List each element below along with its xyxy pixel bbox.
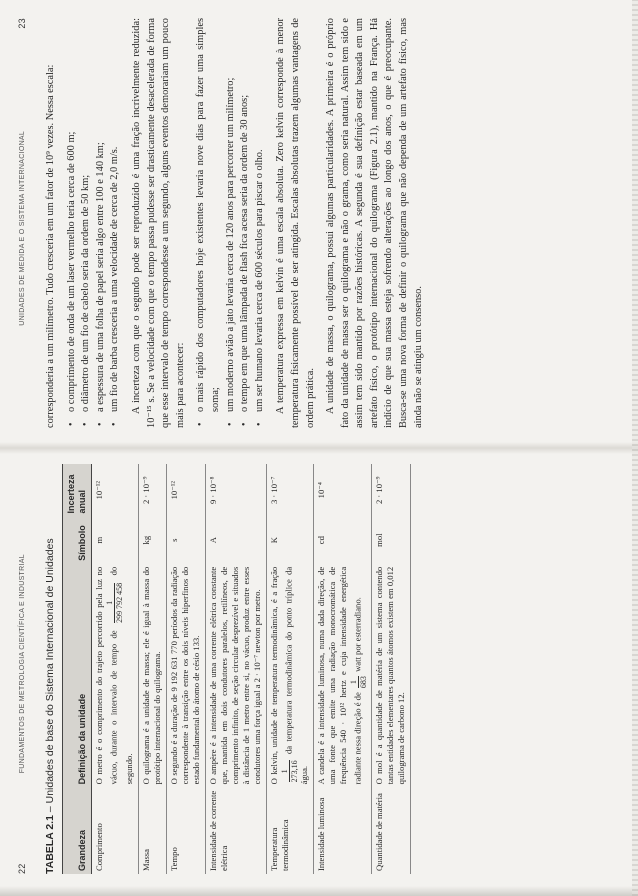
row-quantity: Intensidade luminosa — [314, 787, 372, 874]
row-quantity: Comprimento — [92, 787, 139, 874]
paragraph: A unidade de massa, o quilograma, possui algumas particularidades. A primeira é o próprio fato da unidade de massa ser o quilograma e não o grama, como seria natural. Assim tem sido e assim tem sido mantido por razões históricas. A segunda é sua definição estar baseada em um artefato físico, o protótipo internacional do quilograma (Figura 2.1), mantido na França. Há indício de que sua massa esteja sofrendo alterações ao longo dos anos, o que é preocupante. Busca-se uma nova forma de definir o quilograma que não dependa de um artefato físico, mas ainda não se atingiu um consenso. — [325, 18, 424, 428]
header-quantity: Grandeza — [63, 787, 92, 874]
definition-text: O kelvin, unidade de temperatura termodinâmica, é a fração — [269, 566, 279, 785]
left-running-head — [14, 464, 30, 874]
scale-list — [65, 18, 123, 428]
time-list — [194, 18, 267, 428]
definition-text-after: da temperatura termodinâmica do ponto tríplice da água. — [283, 566, 309, 785]
list-item: • a espessura de uma folha de papel seria algo entre 100 e 140 km; — [94, 142, 106, 426]
fraction — [349, 676, 368, 688]
list-item-text: a espessura de uma folha de papel seria algo entre 100 e 140 km; — [94, 142, 106, 412]
list-item-text: o comprimento de onda de um laser vermelho teria cerca de 600 m; — [65, 131, 77, 412]
list-item-text: um moderno avião a jato levaria cerca de 120 anos para percorrer um milímetro; — [224, 77, 236, 412]
row-quantity: Tempo — [167, 787, 206, 874]
row-quantity: Intensidade de corrente elétrica — [206, 787, 267, 874]
fraction — [280, 760, 299, 782]
row-definition — [267, 564, 314, 788]
left-running-title: FUNDAMENTOS DE METROLOGIA CIENTÍFICA E INDUSTRIAL — [18, 554, 26, 774]
row-definition: O ampère é a intensidade de uma corrente elétrica constante que, mantida em dois condutores paralelos, retilíneos, de comprimento infinito, de seção circular desprezível e situados à distância de 1 metro entre si, no vácuo, produz entre esses condutores uma força igual a 2 · 10⁻⁷ newton por metro. — [206, 564, 267, 788]
row-symbol: cd — [314, 516, 372, 563]
row-definition — [92, 564, 139, 788]
scan-edge-noise — [632, 0, 638, 896]
row-symbol: s — [167, 516, 206, 563]
table-row — [167, 464, 206, 874]
row-symbol: K — [267, 516, 314, 563]
right-page-number: 23 — [17, 18, 27, 29]
right-running-title: UNIDADES DE MEDIDA E O SISTEMA INTERNACIONAL — [18, 130, 26, 326]
definition-text: A candela é a intensidade luminosa, numa dada direção, de uma fonte que emite uma radiação monocromática de frequência 540 · 10¹² hertz e cuja intensidade energética radiante nessa direção é de — [316, 566, 363, 785]
row-uncertainty: 2 · 10⁻⁹ — [372, 464, 411, 516]
row-quantity: Temperatura termodinâmica — [267, 787, 314, 874]
paragraph: A incerteza com que o segundo pode ser reproduzido é uma fração incrivelmente reduzida: 10⁻¹⁵ s. Se a velocidade com que o tempo passa pudesse ser drasticamente desacelerada de forma que esse intervalo de tempo correspondesse a um segundo, alguns eventos demorariam um pouco mais para acontecer: — [130, 18, 186, 428]
fraction-denominator: 299 792 458 — [115, 582, 124, 623]
list-item: • um ser humano levaria cerca de 600 séculos para piscar o olho. — [253, 149, 265, 426]
paragraph: A temperatura expressa em kelvin é uma escala absoluta. Zero kelvin corresponde à menor temperatura fisicamente possível de ser atingida. Escalas absolutas trazem algumas vantagens de ordem prática. — [275, 18, 316, 428]
row-symbol: mol — [372, 516, 411, 563]
row-symbol: A — [206, 516, 267, 563]
row-uncertainty: 10⁻⁴ — [314, 464, 372, 516]
header-uncertainty: Incerteza anual — [63, 464, 92, 516]
list-item-text: o mais rápido dos computadores hoje existentes levaria nove dias para fazer uma simples soma; — [195, 18, 221, 412]
fraction-numerator: 1 — [349, 676, 359, 688]
table-row — [92, 464, 139, 874]
fraction-denominator: 683 — [359, 676, 368, 689]
list-item-text: um ser humano levaria cerca de 600 séculos para piscar o olho. — [253, 149, 265, 412]
paragraph: corresponderia a um milímetro. Tudo cresceria em um fator de 10⁹ vezes. Nessa escala: — [45, 64, 56, 428]
list-item: • um moderno avião a jato levaria cerca de 120 anos para percorrer um milímetro; — [224, 77, 236, 426]
header-symbol: Símbolo — [63, 516, 92, 563]
row-uncertainty: 3 · 10⁻⁷ — [267, 464, 314, 516]
list-item: • o tempo em que uma lâmpada de flash fica acesa seria da ordem de 30 anos; — [239, 94, 251, 426]
table-title: – Unidades de base do Sistema Internacional de Unidades — [44, 538, 56, 813]
row-quantity: Massa — [139, 787, 167, 874]
fraction — [105, 583, 124, 623]
fraction-denominator: 273,16 — [290, 760, 299, 783]
left-page — [0, 448, 638, 896]
list-item-text: um fio de barba cresceria a uma velocidade de cerca de 2,0 m/s. — [109, 146, 121, 412]
list-item: • um fio de barba cresceria a uma velocidade de cerca de 2,0 m/s. — [109, 146, 121, 426]
definition-text: O metro é o comprimento do trajeto percorrido pela luz no vácuo, durante o intervalo de tempo de — [94, 566, 119, 785]
fraction-numerator: 1 — [105, 583, 115, 623]
row-quantity: Quantidade de matéria — [372, 787, 411, 874]
table-row — [267, 464, 314, 874]
list-item-text: o diâmetro de um fio de cabelo seria da ordem de 50 km; — [80, 174, 92, 412]
row-uncertainty: 10⁻¹² — [167, 464, 206, 516]
body-text — [44, 18, 426, 428]
table-label: TABELA 2.1 — [44, 815, 56, 874]
table-caption — [44, 464, 56, 874]
row-uncertainty: 2 · 10⁻⁹ — [139, 464, 167, 516]
row-definition: O quilograma é a unidade de massa; ele é igual à massa do protótipo internacional do quilograma. — [139, 564, 167, 788]
row-symbol: m — [92, 516, 139, 563]
list-item: • o mais rápido dos computadores hoje existentes levaria nove dias para fazer uma simples soma; — [195, 18, 221, 426]
row-definition: O mol é a quantidade de matéria de um sistema contendo tantas entidades elementares quantos átomos existem em 0,012 quilograma de carbono 12. — [372, 564, 411, 788]
table-row — [139, 464, 167, 874]
row-uncertainty: 9 · 10⁻⁸ — [206, 464, 267, 516]
row-uncertainty: 10⁻¹² — [92, 464, 139, 516]
fraction-numerator: 1 — [280, 760, 290, 782]
list-item: • o comprimento de onda de um laser vermelho teria cerca de 600 m; — [65, 131, 77, 426]
list-item-text: o tempo em que uma lâmpada de flash fica acesa seria da ordem de 30 anos; — [239, 94, 251, 412]
right-running-head — [14, 18, 30, 428]
header-definition: Definição da unidade — [63, 564, 92, 788]
left-page-number: 22 — [17, 863, 27, 874]
list-item: • o diâmetro de um fio de cabelo seria da ordem de 50 km; — [80, 174, 92, 426]
table-header-row — [63, 464, 92, 874]
row-definition: O segundo é a duração de 9 192 631 770 períodos da radiação correspondente à transição entre os dois níveis hiperfinos do estado fundamental do átomo de césio 133. — [167, 564, 206, 788]
si-base-units-table — [62, 464, 411, 874]
row-definition — [314, 564, 372, 788]
definition-text-after: do segundo. — [108, 566, 134, 785]
table-row — [314, 464, 372, 874]
definition-text-after: watt por esterradiano. — [352, 597, 363, 672]
table-row — [206, 464, 267, 874]
row-symbol: kg — [139, 516, 167, 563]
table-row — [372, 464, 411, 874]
